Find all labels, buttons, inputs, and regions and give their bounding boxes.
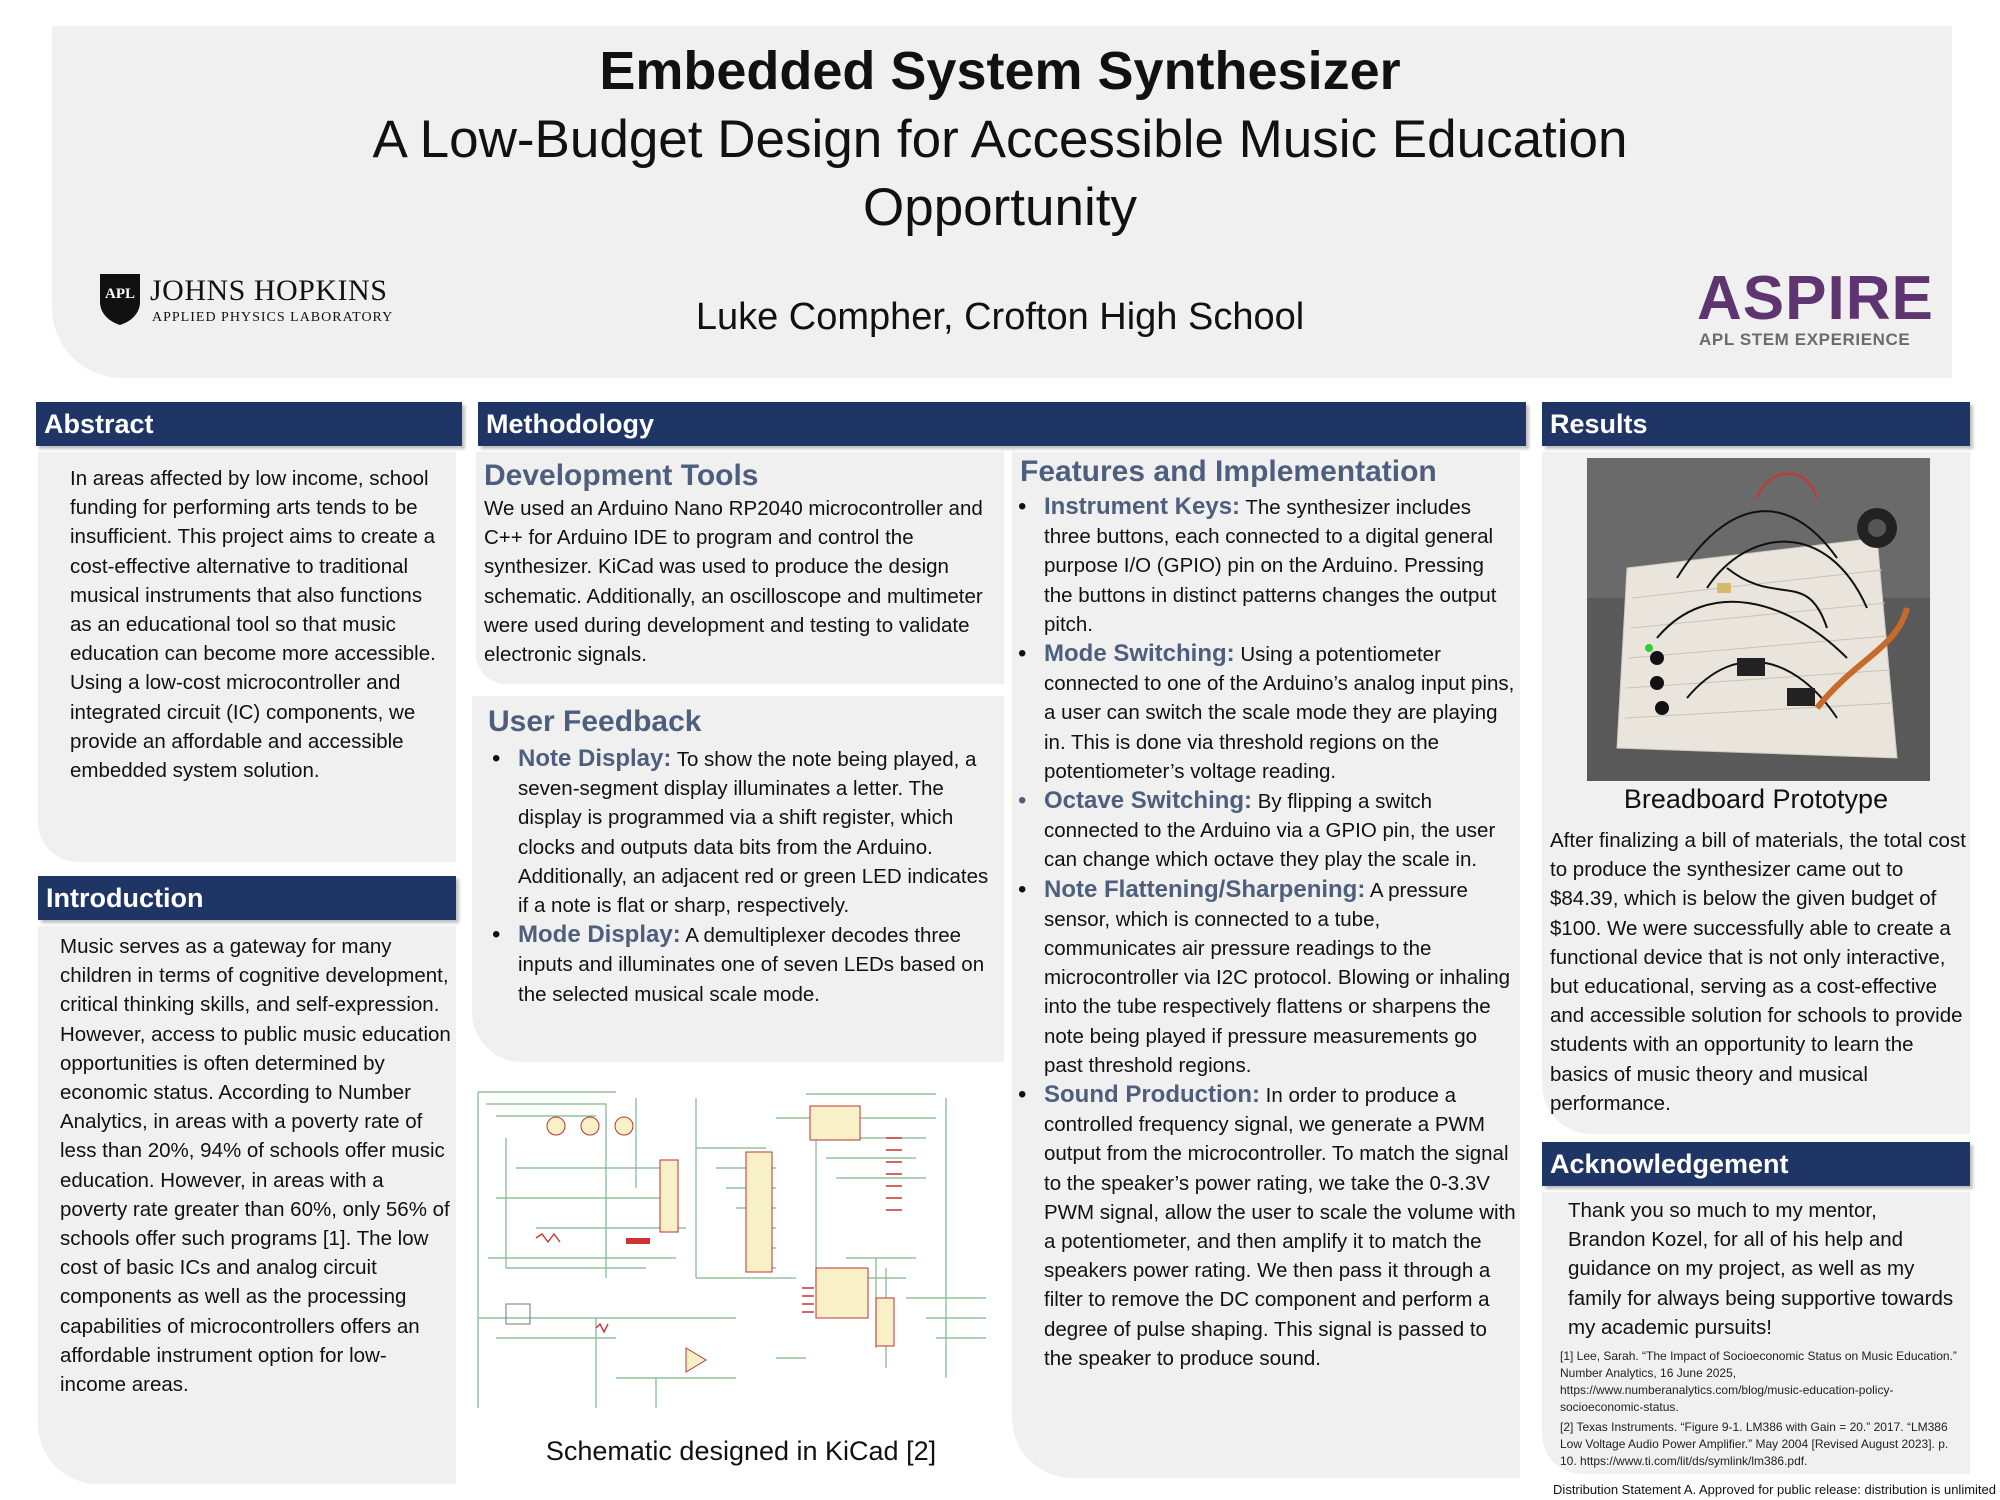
instrument-keys-text: The synthesizer includes three buttons, each connected to a digital general purpose I/O (GPIO) pin on the Arduino. Pressing the buttons in distinct patterns changes the output pitch. <box>1044 496 1497 636</box>
dev-tools-text: We used an Arduino Nano RP2040 microcontroller and C++ for Arduino IDE to program and control the synthesizer. KiCad was used to produce the design schematic. Additionally, an oscilloscope and multimeter were used during development and testing to validate electronic signals. <box>484 497 983 667</box>
note-display-label: Note Display: <box>518 745 672 772</box>
list-item <box>1012 786 1518 875</box>
acknowledgement-text: Thank you so much to my mentor, Brandon Kozel, for all of his help and guidance on my project, as well as my family for always being supportive towards my academic pursuits! <box>1568 1199 1954 1339</box>
dev-tools-panel <box>476 452 1004 684</box>
schematic-caption: Schematic designed in KiCad [2] <box>545 1436 937 1466</box>
introduction-panel <box>38 926 456 1484</box>
list-item <box>486 744 996 920</box>
abstract-text: In areas affected by low income, school funding for performing arts tends to be insufficient. This project aims to create a cost-effective alternative to traditional musical instruments that also functions as an educational tool so that music education can become more accessible. Using a low-cost microcontroller and integrated circuit (IC) components, we provide an affordable and accessible embedded system solution. <box>70 467 436 783</box>
mode-switching-text: Using a potentiometer connected to one of the Arduino’s analog input pins, a user can switch the scale mode they are playing in. This is done via threshold regions on the potentiometer’s voltage reading. <box>1044 643 1515 783</box>
mode-display-label: Mode Display: <box>518 921 681 949</box>
note-display-text: To show the note being played, a seven-segment display illuminates a letter. The display is programmed via a shift register, which clocks and outputs data bits from the Arduino. Additionally, an adjacent red or green LED indicates if a note is flat or sharp, respectively. <box>518 748 989 918</box>
abstract-heading: Abstract <box>36 402 462 446</box>
dev-tools-heading: Development Tools <box>484 459 759 492</box>
aspire-logo <box>1697 264 1934 352</box>
aspire-logo-subtitle: APL STEM EXPERIENCE <box>1699 330 1911 349</box>
poster-author: Luke Compher, Crofton High School <box>695 296 1305 338</box>
abstract-panel <box>38 452 456 862</box>
poster-subtitle: A Low-Budget Design for Accessible Music Education Opportunity <box>372 110 1628 237</box>
apl-logo <box>98 272 398 332</box>
user-feedback-list <box>486 744 996 1009</box>
acknowledgement-heading: Acknowledgement <box>1542 1142 1970 1186</box>
reference-2: [2] Texas Instruments. “Figure 9-1. LM386 with Gain = 20.” 2017. “LM386 Low Voltage Audio Power Amplifier.” May 2004 [Revised August 2023]. p. 10. https://www.ti.com/lit/ds/symlink/lm386.pdf. <box>1560 1420 1949 1468</box>
reference-1: [1] Lee, Sarah. “The Impact of Socioeconomic Status on Music Education.” Number Analytics, 16 June 2025, https://www.numberanalytics.com/blog/music-education-policy-socioeconomic-status. <box>1560 1349 1957 1414</box>
methodology-heading: Methodology <box>478 402 1526 446</box>
list-item <box>486 920 996 1009</box>
introduction-text: Music serves as a gateway for many children in terms of cognitive development, critical thinking skills, and self-expression. However, access to public music education opportunities is often determined by economic status. According to Number Analytics, in areas with a poverty rate of less than 20%, 94% of schools offer music education. However, in areas with a poverty rate greater than 60%, only 56% of schools offer such programs [1]. The low cost of basic ICs and analog circuit components as well as the processing capabilities of microcontrollers offers an affordable instrument option for low-income areas. <box>60 935 451 1397</box>
apl-logo-subtitle: APPLIED PHYSICS LABORATORY <box>152 310 394 325</box>
list-item <box>1012 1080 1518 1373</box>
introduction-heading: Introduction <box>38 876 456 920</box>
list-item <box>1012 639 1518 786</box>
acknowledgement-panel <box>1542 1192 1970 1474</box>
aspire-logo-word: ASPIRE <box>1697 264 1934 333</box>
list-item <box>1012 492 1518 639</box>
mode-display-text: A demultiplexer decodes three inputs and illuminates one of seven LEDs based on the selected musical scale mode. <box>518 924 985 1006</box>
features-heading: Features and Implementation <box>1020 455 1437 488</box>
octave-switching-label: Octave Switching: <box>1044 787 1253 815</box>
features-list <box>1012 492 1518 1373</box>
user-feedback-panel <box>472 696 1004 1062</box>
user-feedback-heading: User Feedback <box>488 705 702 738</box>
photo-caption: Breadboard Prototype <box>1623 784 1889 814</box>
sound-production-text: In order to produce a controlled frequency signal, we generate a PWM output from the microcontroller. To match the signal to the speaker’s power rating, we take the 0-3.3V PWM signal, allow the user to scale the volume with a potentiometer, and then amplify it to match the speakers power rating. We then pass it through a filter to remove the DC component and perform a degree of pulse shaping. This signal is passed to the speaker to produce sound. <box>1044 1084 1516 1370</box>
distribution-statement: Distribution Statement A. Approved for public release: distribution is unlimited <box>1553 1482 1996 1497</box>
results-text: After finalizing a bill of materials, the total cost to produce the synthesizer came out to $84.39, which is below the given budget of $100. We were successfully able to create a functional device that is not only interactive, but educational, serving as a cost-effective and accessible solution for schools to provide students with an opportunity to learn the basics of music theory and musical performance. <box>1550 829 1966 1115</box>
results-heading: Results <box>1542 402 1970 446</box>
instrument-keys-label: Instrument Keys: <box>1044 493 1241 520</box>
apl-logo-name: JOHNS HOPKINS <box>150 274 388 307</box>
sound-production-label: Sound Production: <box>1044 1081 1260 1109</box>
references <box>1560 1348 1960 1470</box>
features-panel <box>1012 452 1520 1478</box>
kicad-schematic-image <box>476 1078 986 1418</box>
breadboard-photo <box>1587 458 1930 781</box>
mode-switching-label: Mode Switching: <box>1044 640 1235 668</box>
list-item <box>1012 875 1518 1080</box>
poster-title: Embedded System Synthesizer <box>599 41 1401 101</box>
note-flattening-label: Note Flattening/Sharpening: <box>1044 875 1366 903</box>
note-flattening-text: A pressure sensor, which is connected to a tube, communicates air pressure readings to the microcontroller via I2C protocol. Blowing or inhaling into the tube respectively flattens or sharpens the note being played if pressure measurements go past threshold regions. <box>1044 878 1511 1077</box>
apl-shield-label: APL <box>105 286 135 302</box>
octave-switching-text: By flipping a switch connected to the Arduino via a GPIO pin, the user can change which octave they play the scale in. <box>1044 790 1496 872</box>
